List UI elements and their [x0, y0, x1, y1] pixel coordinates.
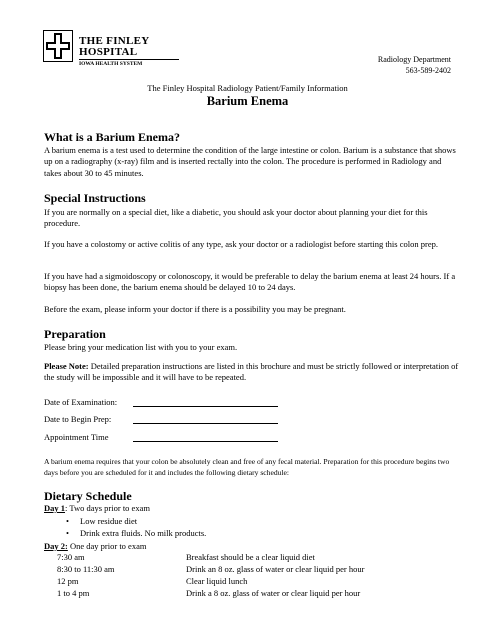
- schedule-time: 12 pm: [57, 576, 79, 586]
- schedule-task: Drink an 8 oz. glass of water or clear liquid per hour: [186, 564, 365, 574]
- special-paragraph-3: If you have had a sigmoidoscopy or colonoscopy, it would be preferable to delay the barium enema at least 24 hours. If a biopsy has been done, the barium enema should be delayed 10 to 24 days.: [44, 271, 456, 293]
- prep-date-label: Date to Begin Prep:: [44, 414, 112, 424]
- heading-what-is: What is a Barium Enema?: [44, 130, 181, 144]
- what-is-text: A barium enema is a test used to determine the condition of the large intestine or colon. Barium is a substance that shows up on a radiography (x-ray) film and is inserted rectally into the colon. The procedure is performed in Radiology and takes about 30 to 45 minutes.: [44, 145, 456, 178]
- department-phone: 563-589-2402: [405, 66, 451, 75]
- page-title: Barium Enema: [206, 94, 289, 108]
- logo-name-line1: THE FINLEY: [79, 35, 150, 47]
- prep-note: [44, 361, 459, 384]
- logo-divider: [79, 59, 179, 60]
- day1-label: Day 1: [44, 503, 66, 513]
- prep-paragraph-2: A barium enema requires that your colon be absolutely clean and free of any fecal material. Preparation for this procedure begins two days before you are scheduled for it and includes the following dietary schedule:: [44, 457, 450, 477]
- prep-date-field[interactable]: [133, 423, 278, 424]
- day2-line: [44, 541, 146, 551]
- prep-note-text: Detailed preparation instructions are listed in this brochure and must be strictly followed or interpretation of the study will be impossible and it will have to be repeated.: [44, 361, 459, 383]
- day1-desc: : Two days prior to exam: [65, 503, 150, 513]
- prep-paragraph-1: Please bring your medication list with you to your exam.: [44, 342, 238, 352]
- schedule-task: Drink a 8 oz. glass of water or clear liquid per hour: [186, 588, 361, 598]
- prep-note-label: Please Note:: [44, 361, 89, 371]
- logo-name-line2: HOSPITAL: [79, 46, 138, 58]
- special-paragraph-4: Before the exam, please inform your doctor if there is a possibility you may be pregnant.: [44, 304, 346, 314]
- day1-item-1: Low residue diet: [80, 516, 138, 526]
- day1-line: [44, 503, 150, 513]
- heading-dietary-schedule: Dietary Schedule: [44, 489, 132, 503]
- list-item: • Drink extra fluids. No milk products.: [66, 528, 207, 538]
- appointment-time-label: Appointment Time: [44, 432, 109, 442]
- day2-desc: One day prior to exam: [67, 541, 147, 551]
- schedule-task: Clear liquid lunch: [186, 576, 248, 586]
- logo-subtitle: IOWA HEALTH SYSTEM: [79, 61, 143, 67]
- schedule-time: 8:30 to 11:30 am: [57, 564, 115, 574]
- appointment-time-field[interactable]: [133, 441, 278, 442]
- info-line: The Finley Hospital Radiology Patient/Family Information: [147, 83, 348, 93]
- exam-date-label: Date of Examination:: [44, 397, 118, 407]
- special-paragraph-2: If you have a colostomy or active colitis of any type, ask your doctor or a radiologist before starting this colon prep.: [44, 239, 438, 249]
- day1-item-2: Drink extra fluids. No milk products.: [80, 528, 207, 538]
- heading-special-instructions: Special Instructions: [44, 191, 146, 205]
- cross-logo-icon: [43, 30, 73, 62]
- day2-label: Day 2:: [44, 541, 68, 551]
- special-paragraph-1: If you are normally on a special diet, like a diabetic, you should ask your doctor about planning your diet for this procedure.: [44, 207, 428, 229]
- department-contact: [378, 54, 451, 76]
- schedule-time: 1 to 4 pm: [57, 588, 90, 598]
- exam-date-field[interactable]: [133, 406, 278, 407]
- list-item: • Low residue diet: [66, 516, 138, 526]
- hospital-logo: [43, 30, 183, 70]
- schedule-time: 7:30 am: [57, 552, 85, 562]
- schedule-task: Breakfast should be a clear liquid diet: [186, 552, 315, 562]
- department-name: Radiology Department: [377, 55, 451, 64]
- heading-preparation: Preparation: [44, 327, 106, 341]
